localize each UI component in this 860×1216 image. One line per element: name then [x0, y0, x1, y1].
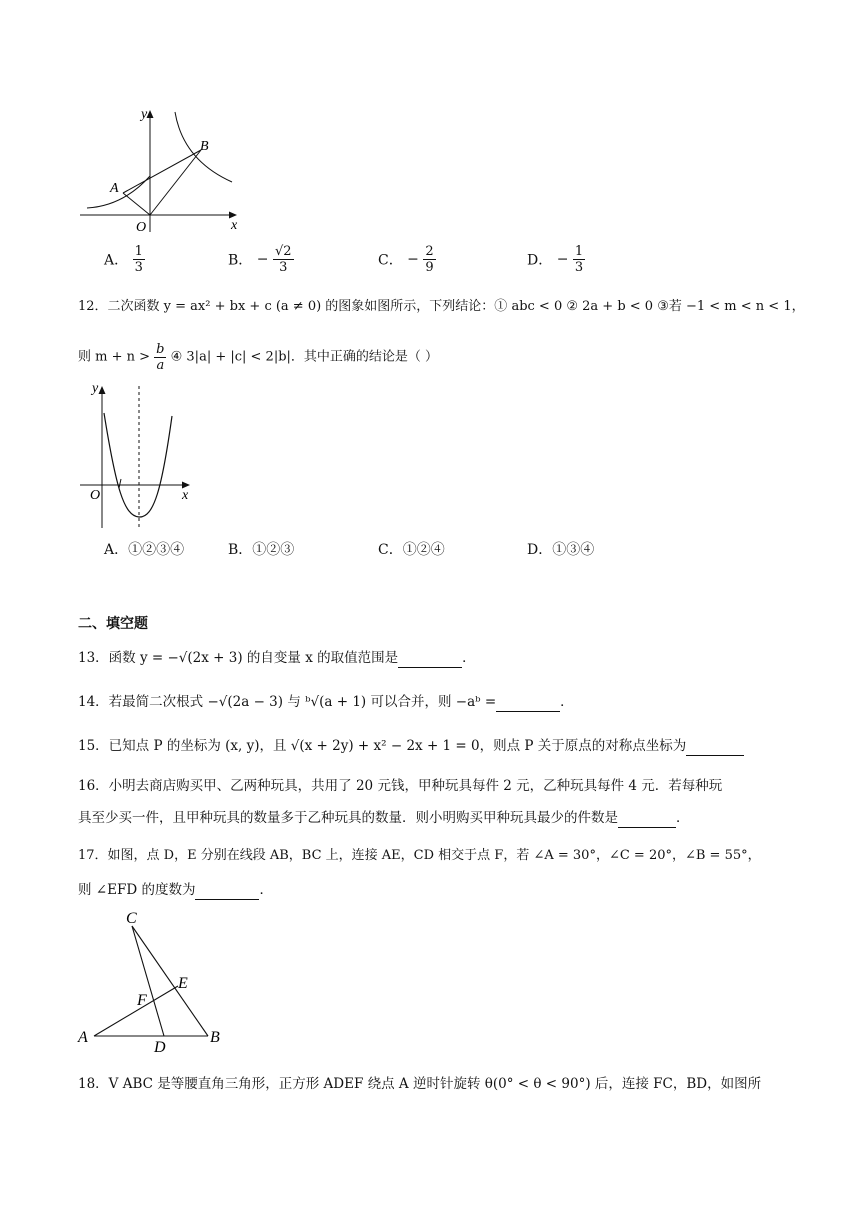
q16-line1: 16．小明去商店购买甲、乙两种玩具，共用了 20 元钱，甲种玩具每件 2 元，乙种玩具每件 4 元．若每种玩 — [78, 778, 723, 794]
q14-answer-blank[interactable] — [496, 697, 560, 712]
q11-option-d[interactable]: D． − $\frac{1}{3}$ — [527, 244, 584, 275]
q12-option-d[interactable]: D．①③④ — [527, 542, 595, 558]
q11-y-label: y — [141, 107, 148, 122]
q12-x-label: x — [182, 488, 189, 503]
q12-option-b[interactable]: B．①②③ — [228, 542, 295, 558]
q17-label-c: C — [126, 910, 137, 927]
q12-option-c[interactable]: C．①②④ — [378, 542, 445, 558]
q15: 15．已知点 P 的坐标为 (x, y)，且 √(x + 2y) + x² − 2x + 1 = 0，则点 P 关于原点的对称点坐标为 — [78, 736, 744, 756]
q12-line1: 12．二次函数 y = ax² + bx + c (a ≠ 0) 的图象如图所示，下列结论：① abc < 0 ② 2a + b < 0 ③若 −1 < m < n < 1， — [78, 299, 805, 314]
q13-answer-blank[interactable] — [398, 653, 462, 668]
q12-figure — [78, 378, 198, 534]
q16-answer-blank[interactable] — [618, 813, 676, 828]
q17-figure — [74, 906, 234, 1056]
q17-label-f: F — [137, 992, 147, 1009]
section-title: 二、填空题 — [78, 616, 148, 632]
y-axis-arrow-icon — [147, 110, 154, 118]
q17-label-d: D — [154, 1039, 166, 1056]
q18: 18．V ABC 是等腰直角三角形，正方形 ADEF 绕点 A 逆时针旋转 θ(0° < θ < 90°) 后，连接 FC，BD，如图所 — [78, 1076, 762, 1092]
q12-option-a[interactable]: A．①②③④ — [104, 542, 185, 558]
q16-line2: 具至少买一件，且甲种玩具的数量多于乙种玩具的数量．则小明购买甲种玩具最少的件数是 ． — [78, 810, 690, 826]
q11-origin-label: O — [136, 220, 147, 235]
q11-point-b-label: B — [200, 139, 209, 154]
q12-y-label: y — [92, 381, 99, 396]
q11-x-label: x — [231, 218, 238, 233]
q17-line1: 17．如图，点 D，E 分别在线段 AB，BC 上，连接 AE，CD 相交于点 F，若 ∠A = 30°，∠C = 20°，∠B = 55°， — [78, 848, 761, 863]
q17-label-b: B — [210, 1029, 220, 1046]
q17-line2: 则 ∠EFD 的度数为 ． — [78, 882, 273, 898]
q11-point-a-label: A — [110, 181, 119, 196]
y-axis-arrow-icon — [99, 386, 106, 394]
q12-origin-label: O — [90, 488, 101, 503]
q11-option-a[interactable]: A． $\frac{1}{3}$ — [104, 244, 143, 275]
q17-label-e: E — [178, 975, 188, 992]
q15-answer-blank[interactable] — [686, 741, 744, 756]
q17-label-a: A — [78, 1029, 88, 1046]
q12-line2: 则 m + n > $\frac{b}{a}$ ④ 3|a| + |c| < 2|b|．其中正确的结论是（ ） — [78, 342, 439, 373]
q11-option-b[interactable]: B． − $\frac{√2}{3}$ — [228, 244, 292, 275]
q11-figure — [75, 100, 250, 238]
q14: 14．若最简二次根式 −√(2a − 3) 与 ᵇ√(a + 1) 可以合并，则 −aᵇ = ． — [78, 694, 574, 710]
q17-answer-blank[interactable] — [195, 885, 259, 900]
q13: 13．函数 y = −√(2x + 3) 的自变量 x 的取值范围是 ． — [78, 650, 476, 666]
q11-option-c[interactable]: C． − $\frac{2}{9}$ — [378, 244, 434, 275]
parabola — [104, 413, 172, 517]
